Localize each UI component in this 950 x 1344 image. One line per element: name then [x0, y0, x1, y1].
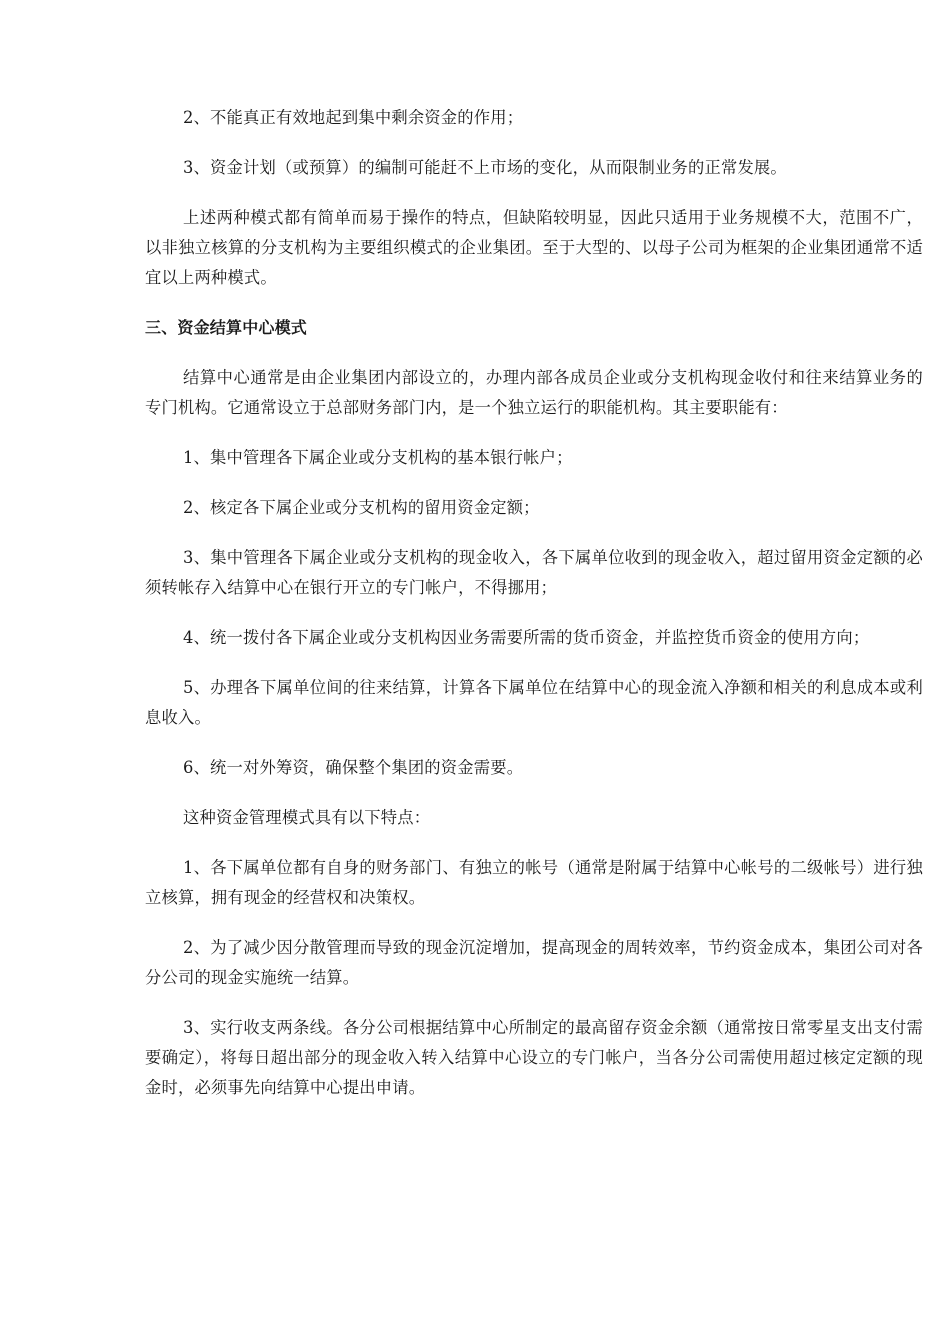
- function-item-1: 1、集中管理各下属企业或分支机构的基本银行帐户；: [183, 448, 573, 467]
- summary-paragraph: 上述两种模式都有简单而易于操作的特点，但缺陷较明显，因此只适用于业务规模不大，范围不广，以非独立核算的分支机构为主要组织模式的企业集团。至于大型的、以母子公司为框架的企业集团通常不适宜以上两种模式。: [145, 208, 923, 287]
- feature-item-3: 3、实行收支两条线。各分公司根据结算中心所制定的最高留存资金余额（通常按日常零星支出支付需要确定），将每日超出部分的现金收入转入结算中心设立的专门帐户，当各分公司需使用超过核定定额的现金时，必须事先向结算中心提出申请。: [145, 1018, 923, 1097]
- section-heading: 三、资金结算中心模式: [145, 318, 308, 337]
- function-item-3: 3、集中管理各下属企业或分支机构的现金收入，各下属单位收到的现金收入，超过留用资金定额的必须转帐存入结算中心在银行开立的专门帐户，不得挪用；: [145, 548, 923, 597]
- feature-item-2: 2、为了减少因分散管理而导致的现金沉淀增加，提高现金的周转效率，节约资金成本，集团公司对各分公司的现金实施统一结算。: [145, 938, 923, 987]
- intro-paragraph: 结算中心通常是由企业集团内部设立的，办理内部各成员企业或分支机构现金收付和往来结算业务的专门机构。它通常设立于总部财务部门内，是一个独立运行的职能机构。其主要职能有：: [145, 368, 923, 417]
- features-intro: 这种资金管理模式具有以下特点：: [183, 808, 431, 827]
- function-item-5: 5、办理各下属单位间的往来结算，计算各下属单位在结算中心的现金流入净额和相关的利息成本或利息收入。: [145, 678, 923, 727]
- function-item-2: 2、核定各下属企业或分支机构的留用资金定额；: [183, 498, 540, 517]
- list-item-2: 2、不能真正有效地起到集中剩余资金的作用；: [183, 108, 524, 127]
- document-body: [145, 103, 923, 1123]
- list-item-3: 3、资金计划（或预算）的编制可能赶不上市场的变化，从而限制业务的正常发展。: [183, 158, 787, 177]
- feature-item-1: 1、各下属单位都有自身的财务部门、有独立的帐号（通常是附属于结算中心帐号的二级帐号）进行独立核算，拥有现金的经营权和决策权。: [145, 858, 923, 907]
- function-item-4: 4、统一拨付各下属企业或分支机构因业务需要所需的货币资金，并监控货币资金的使用方向；: [183, 628, 870, 647]
- function-item-6: 6、统一对外筹资，确保整个集团的资金需要。: [183, 758, 524, 777]
